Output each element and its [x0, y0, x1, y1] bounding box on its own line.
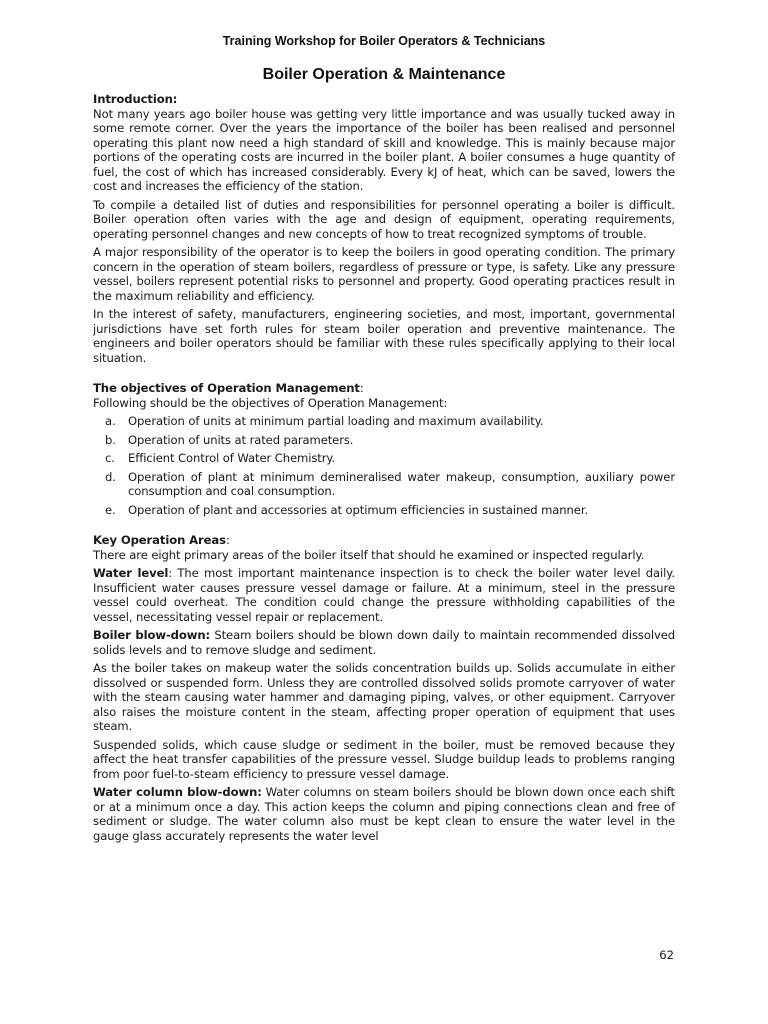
intro-paragraph-3: A major responsibility of the operator is to keep the boilers in good operating condition. The primary concern in the operation of steam boilers, regardless of pressure or type, is safety. Like any pressure vessel, boilers represent potential risks to personnel and property. Good operating practices result in the maximum reliability and efficiency. [93, 245, 675, 303]
makeup-paragraph: As the boiler takes on makeup water the solids concentration builds up. Solids accumulate in either dissolved or suspended form. Unless they are controlled dissolved solids promote carryover of water with the steam causing water hammer and damaging piping, valves, or other equipment. Carryover also raises the moisture content in the steam, affecting proper operation of equipment that uses steam. [93, 661, 675, 733]
list-item: a. Operation of units at minimum partial loading and maximum availability. [105, 414, 544, 428]
water-level-paragraph: Water level: The most important maintenance inspection is to check the boiler water level daily. Insufficient water causes pressure vessel damage or failure. At a minimum, steel in the pressure vessel could overheat. The condition could change the pressure withholding capabilities of the vessel, necessitating vessel repair or replacement. [93, 566, 675, 624]
list-item: c. Efficient Control of Water Chemistry. [105, 451, 336, 465]
objectives-lead: Following should be the objectives of Operation Management: [93, 395, 448, 410]
list-item: b. Operation of units at rated parameters. [105, 432, 354, 447]
page-number: 62 [659, 948, 674, 962]
intro-heading: Introduction: [93, 92, 178, 106]
page-title: Boiler Operation & Maintenance [262, 66, 506, 83]
list-item: d. Operation of plant at minimum demineralised water makeup, consumption, auxiliary power consumption and coal consumption. [105, 469, 675, 498]
list-item: e. Operation of plant and accessories at optimum efficiencies in sustained manner. [105, 502, 589, 517]
intro-paragraph-2: To compile a detailed list of duties and responsibilities for personnel operating a boiler is difficult. Boiler operation often varies with the age and design of equipment, operating requirements, operating personnel changes and new concepts of how to treat recognized symptoms of trouble. [93, 197, 675, 241]
key-areas-lead: There are eight primary areas of the boiler itself that should he examined or inspected regularly. [93, 547, 645, 562]
objectives-list [93, 414, 675, 517]
water-column-paragraph: Water column blow-down: Water columns on steam boilers should be blown down once each shift or at a minimum once a day. This action keeps the column and piping connections clean and free of sediment or sludge. The water column also must be kept clean to ensure the water level in the gauge glass accurately represents the water level [93, 785, 676, 843]
intro-paragraph-4: In the interest of safety, manufacturers, engineering societies, and most, important, governmental jurisdictions have set forth rules for steam boiler operation and preventive maintenance. The engineers and boiler operators should be familiar with these rules specifically applying to their local situation. [93, 307, 675, 365]
blowdown-paragraph: Boiler blow-down: Steam boilers should be blown down daily to maintain recommended dissolved solids levels and to remove sludge and sediment. [93, 628, 676, 657]
document-body [93, 92, 675, 847]
suspended-solids-paragraph: Suspended solids, which cause sludge or sediment in the boiler, must be removed because they affect the heat transfer capabilities of the pressure vessel. Sludge buildup leads to problems ranging from poor fuel-to-steam efficiency to pressure vessel damage. [93, 737, 675, 781]
objectives-heading: The objectives of Operation Management: [93, 381, 364, 395]
intro-paragraph-1: Not many years ago boiler house was getting very little importance and was usually tucked away in some remote corner. Over the years the importance of the boiler has been realised and personnel operating this plant now need a high standard of skill and knowledge. This is mainly because major portions of the operating costs are incurred in the boiler plant. A boiler consumes a huge quantity of fuel, the cost of which has increased considerably. Every kJ of heat, which can be saved, lowers the cost and increases the efficiency of the station. [93, 106, 675, 193]
document-header: Training Workshop for Boiler Operators & Technicians [222, 34, 546, 48]
key-areas-heading: Key Operation Areas: [93, 533, 230, 547]
